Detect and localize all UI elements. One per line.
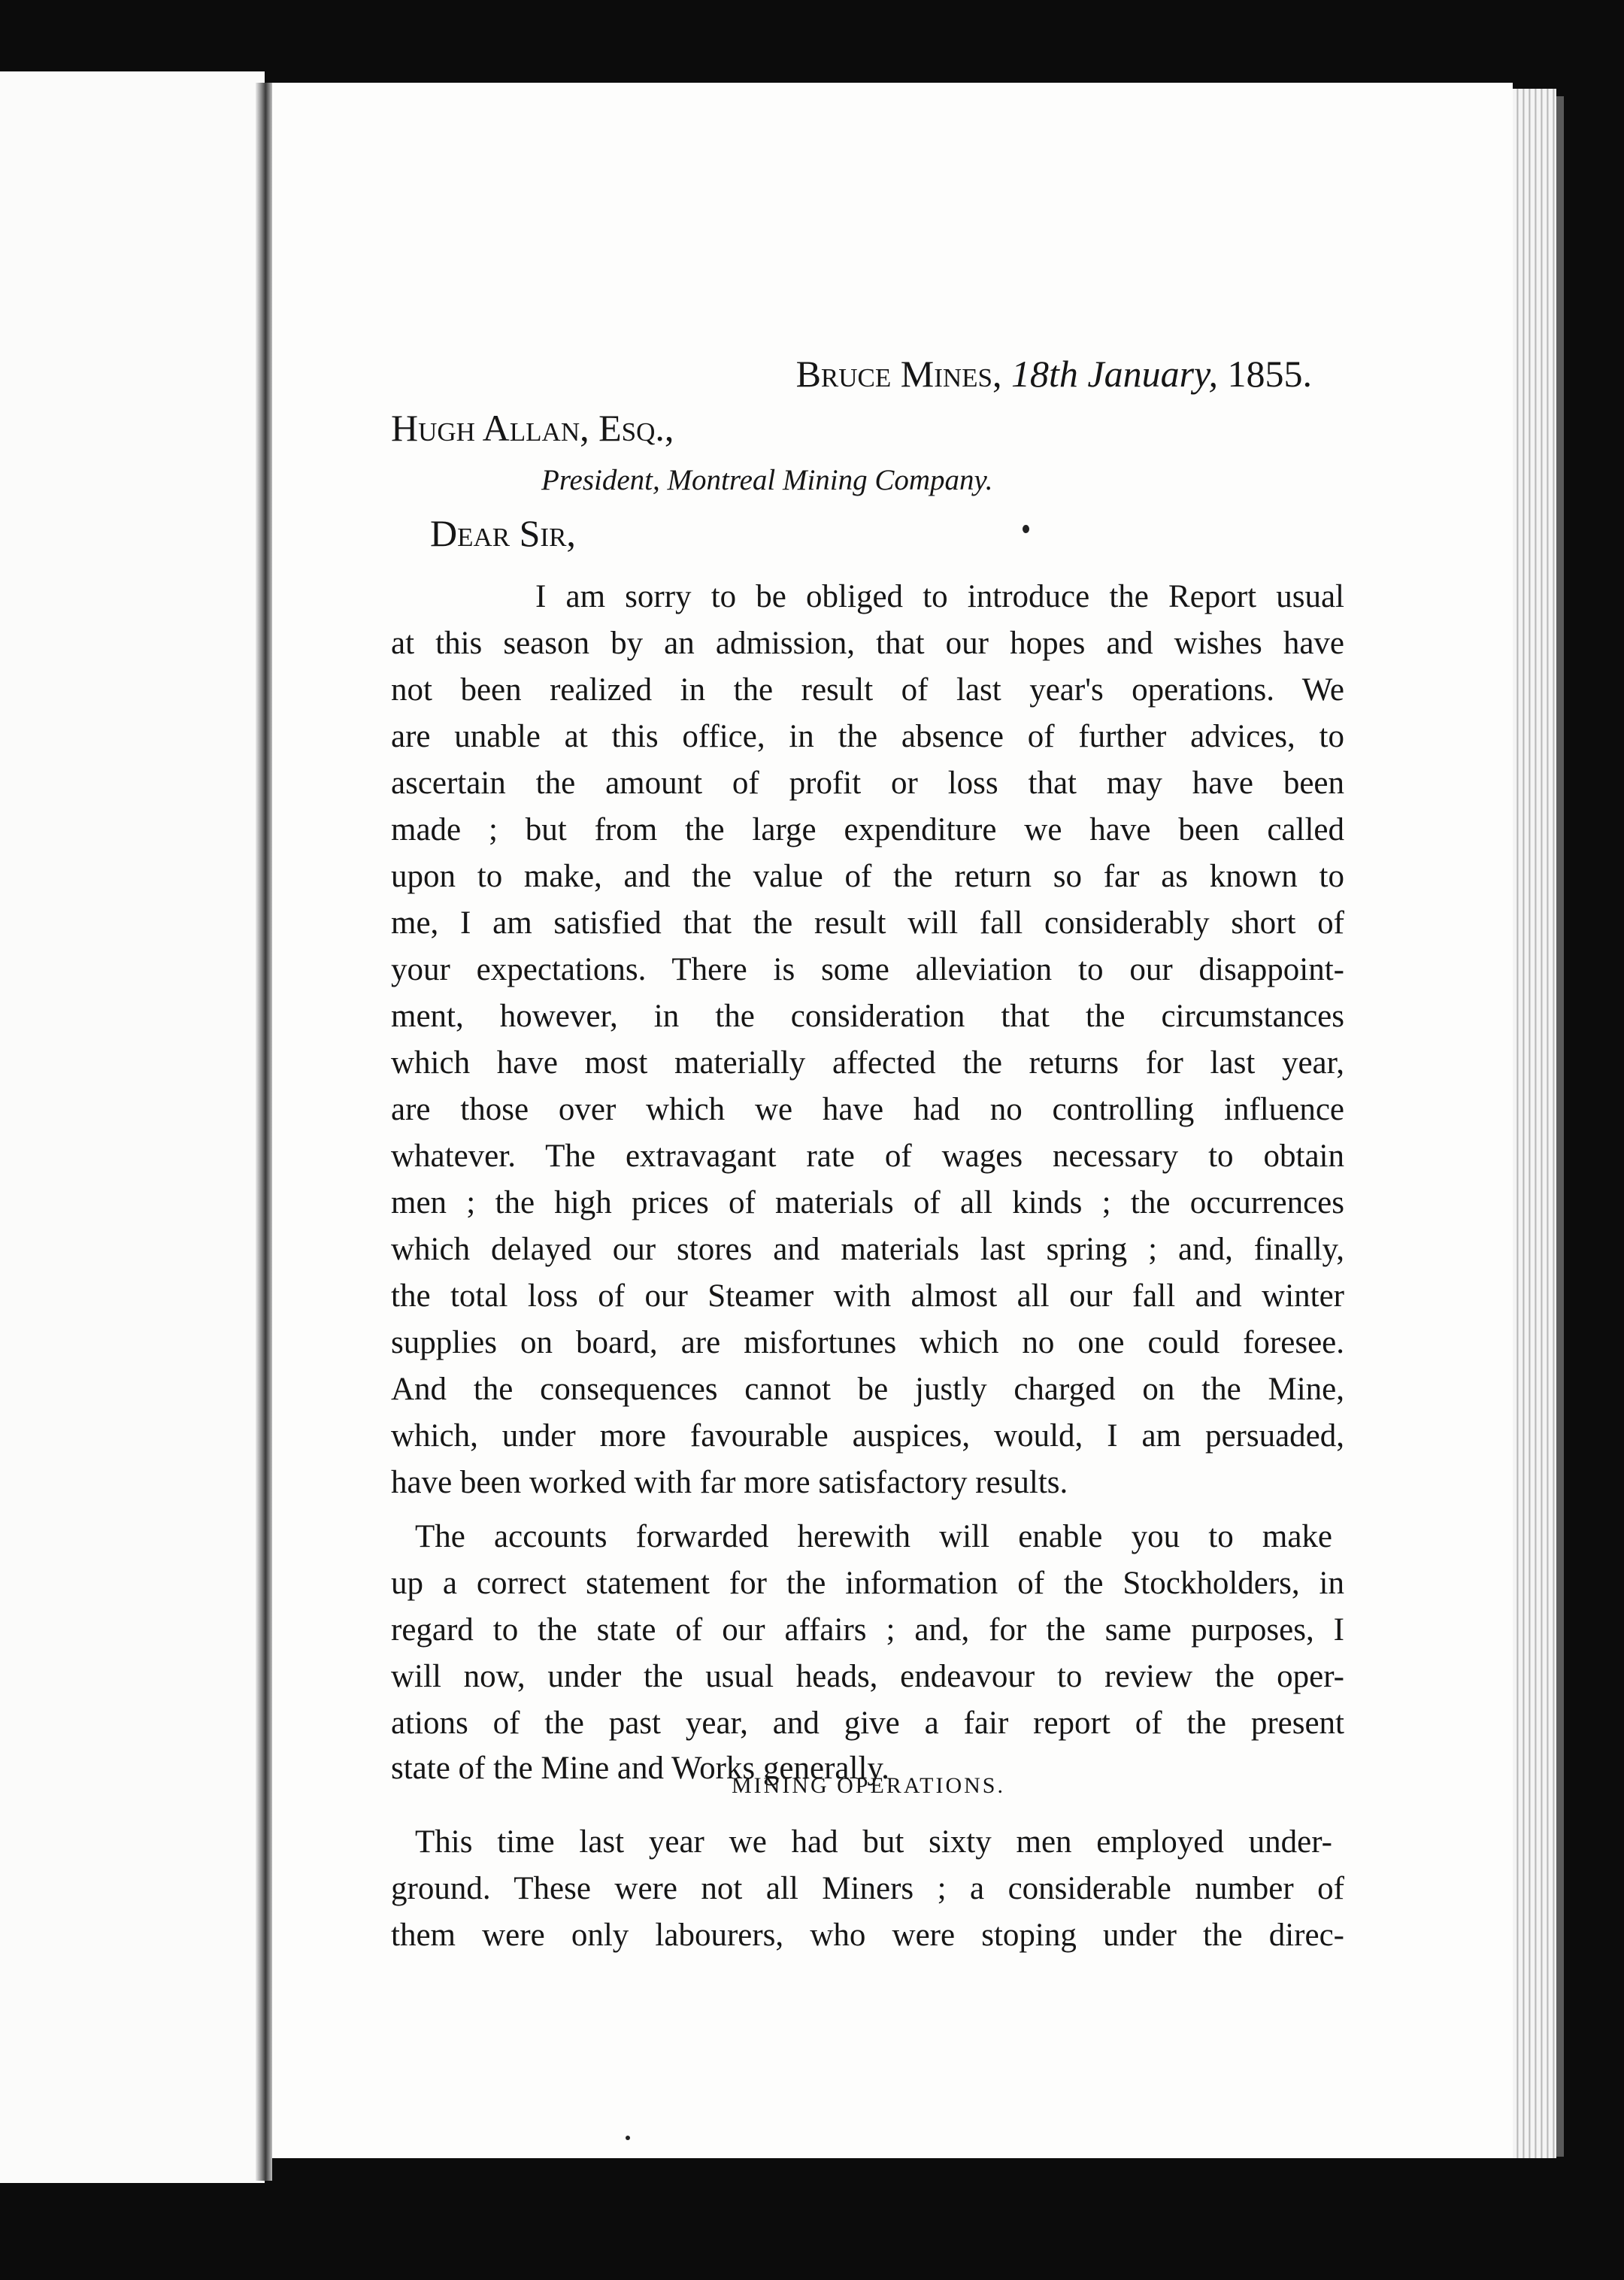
addressee-title: President, Montreal Mining Company. (541, 464, 993, 496)
ink-dot (1023, 525, 1029, 533)
text-line: are unable at this office, in the absence of further advices, to (391, 719, 1344, 754)
text-line: will now, under the usual heads, endeavour to review the oper- (391, 1659, 1344, 1694)
text-line: ground. These were not all Miners ; a considerable number of (391, 1871, 1344, 1906)
text-line: ascertain the amount of profit or loss that may have been (391, 766, 1344, 801)
text-line: me, I am satisfied that the result will fall considerably short of (391, 905, 1344, 941)
text-line: The accounts forwarded herewith will enable you to make (415, 1519, 1332, 1554)
text-line: I am sorry to be obliged to introduce the Report usual (535, 579, 1344, 614)
text-line: And the consequences cannot be justly charged on the Mine, (391, 1372, 1344, 1407)
text-line: have been worked with far more satisfactory results. (391, 1465, 1068, 1500)
text-line: state of the Mine and Works generally. (391, 1751, 889, 1786)
text-line: are those over which we have had no controlling influence (391, 1092, 1344, 1127)
text-line: the total loss of our Steamer with almost all our fall and winter (391, 1278, 1344, 1314)
text-line: which, under more favourable auspices, would, I am persuaded, (391, 1418, 1344, 1454)
text-line: supplies on board, are misfortunes which no one could foresee. (391, 1325, 1344, 1360)
dateline (796, 352, 1312, 396)
page-edges (1513, 89, 1556, 2158)
addressee-name: Hugh Allan, Esq., (391, 407, 674, 449)
text-line: which have most materially affected the returns for last year, (391, 1045, 1344, 1081)
text-line: them were only labourers, who were stoping under the direc- (391, 1918, 1344, 1953)
section-heading: MINING OPERATIONS. (731, 1773, 1005, 1798)
page-edge-shadow (1556, 96, 1564, 2157)
text-line: ment, however, in the consideration that the circumstances (391, 999, 1344, 1034)
dateline-year: 1855. (1227, 353, 1312, 395)
text-line: This time last year we had but sixty men employed under- (415, 1824, 1332, 1860)
text-line: made ; but from the large expenditure we have been called (391, 812, 1344, 847)
left-page (0, 71, 265, 2183)
text-line: up a correct statement for the information of the Stockholders, in (391, 1566, 1344, 1601)
text-line: at this season by an admission, that our hopes and wishes have (391, 626, 1344, 661)
dateline-date: 18th January, (1011, 353, 1218, 395)
text-line: whatever. The extravagant rate of wages necessary to obtain (391, 1138, 1344, 1174)
text-line: men ; the high prices of materials of all kinds ; the occurrences (391, 1185, 1344, 1220)
text-line: not been realized in the result of last year's operations. We (391, 672, 1344, 708)
text-line: upon to make, and the value of the return so far as known to (391, 859, 1344, 894)
text-line: your expectations. There is some alleviation to our disappoint- (391, 952, 1344, 987)
text-line: ations of the past year, and give a fair report of the present (391, 1705, 1344, 1741)
dateline-place: Bruce Mines, (795, 353, 1002, 395)
book-gutter (256, 83, 272, 2181)
salutation: Dear Sir, (430, 512, 576, 554)
text-line: which delayed our stores and materials last spring ; and, finally, (391, 1232, 1344, 1267)
ink-dot (626, 2136, 630, 2140)
text-line: regard to the state of our affairs ; and, for the same purposes, I (391, 1612, 1344, 1648)
